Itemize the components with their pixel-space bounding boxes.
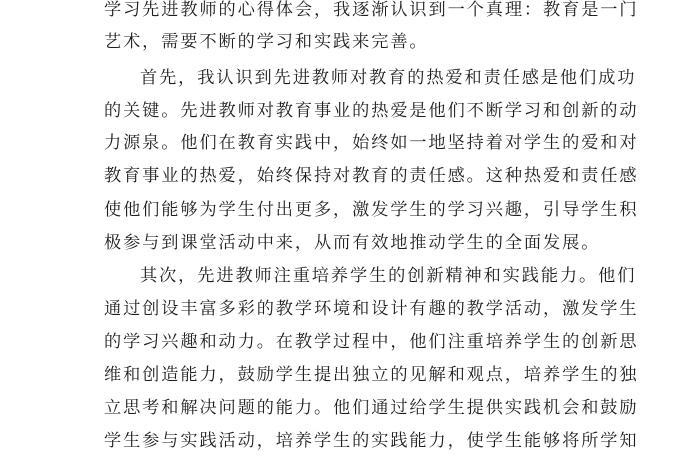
para2-line-1: 其次，先进教师注重培养学生的创新精神和实践能力。他们 xyxy=(140,266,637,286)
para1-line-3: 力源泉。他们在教育实践中，始终如一地坚持着对学生的爱和对 xyxy=(104,133,639,153)
para2-line-5: 立思考和解决问题的能力。他们通过给学生提供实践机会和鼓励 xyxy=(104,398,639,418)
para1-line-4: 教育事业的热爱，始终保持对教育的责任感。这种热爱和责任感 xyxy=(104,166,639,186)
para1-line-2: 的关键。先进教师对教育事业的热爱是他们不断学习和创新的动 xyxy=(104,101,639,121)
intro-line-1: 学习先进教师的心得体会，我逐渐认识到一个真理：教育是一门 xyxy=(104,0,639,20)
para2-line-6: 学生参与实践活动，培养学生的实践能力，使学生能够将所学知 xyxy=(104,431,639,451)
intro-line-2: 艺术，需要不断的学习和实践来完善。 xyxy=(104,32,429,52)
para1-line-5: 使他们能够为学生付出更多，激发学生的学习兴趣，引导学生积 xyxy=(104,200,639,220)
para2-line-2: 通过创设丰富多彩的教学环境和设计有趣的教学活动，激发学生 xyxy=(104,299,639,319)
para2-line-4: 维和创造能力，鼓励学生提出独立的见解和观点，培养学生的独 xyxy=(104,365,639,385)
para1-line-1: 首先，我认识到先进教师对教育的热爱和责任感是他们成功 xyxy=(140,68,637,88)
para2-line-3: 的学习兴趣和动力。在教学过程中，他们注重培养学生的创新思 xyxy=(104,332,639,352)
para1-line-6: 极参与到课堂活动中来，从而有效地推动学生的全面发展。 xyxy=(104,233,601,253)
